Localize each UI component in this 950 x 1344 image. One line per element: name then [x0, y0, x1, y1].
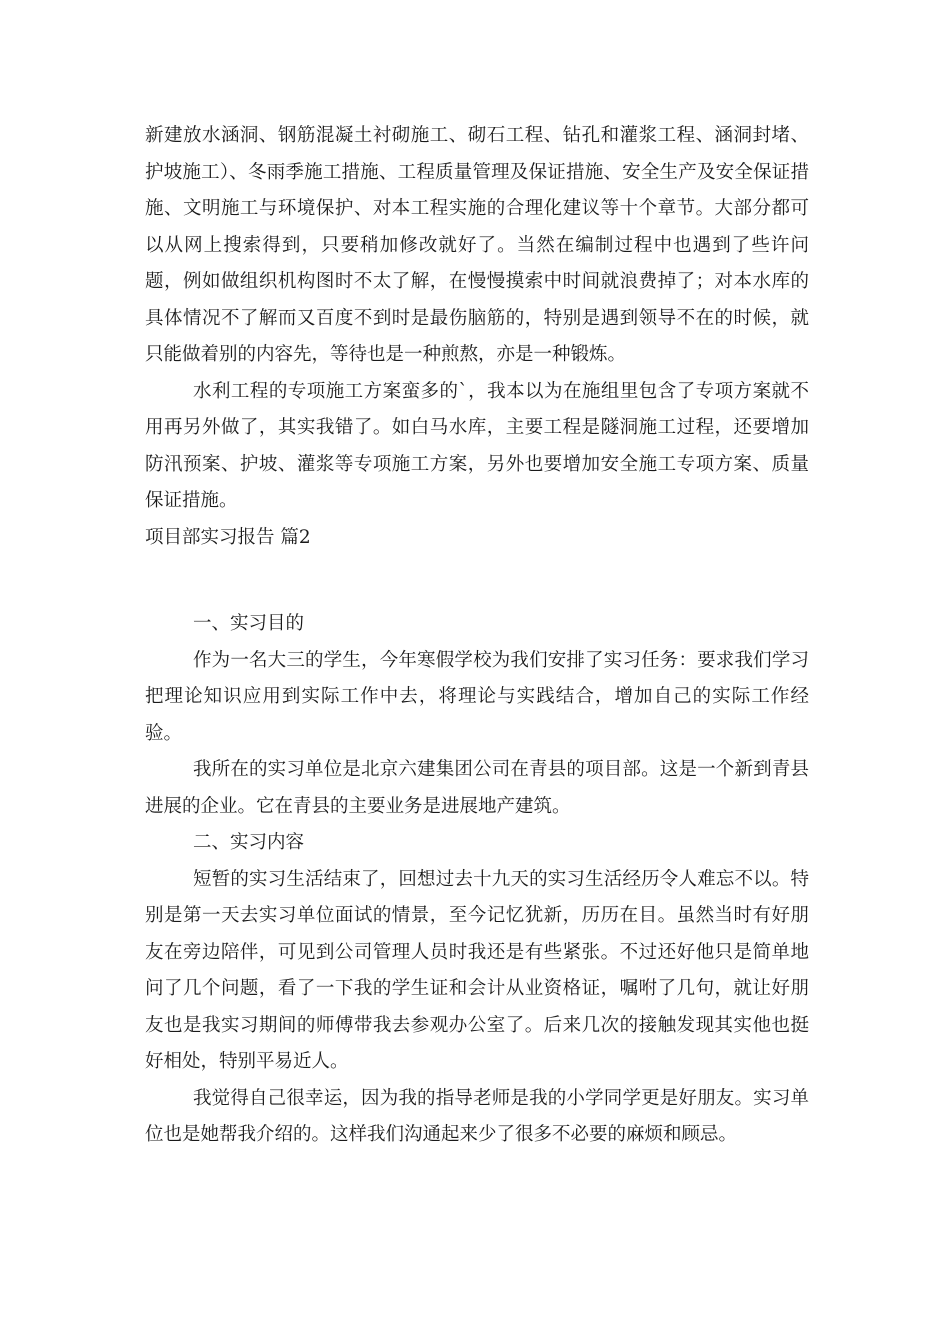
paragraph-internship-unit: 我所在的实习单位是北京六建集团公司在青县的项目部。这是一个新到青县进展的企业。它在青县的主要业务是进展地产建筑。 [145, 759, 809, 817]
paragraph-special-plans: 水利工程的专项施工方案蛮多的`，我本以为在施组里包含了专项方案就不用再另外做了，其实我错了。如白马水库，主要工程是隧洞施工过程，还要增加防汛预案、护坡、灌浆等专项施工方案，另外也要增加安全施工专项方案、质量保证措施。 [145, 380, 809, 511]
paragraph-construction-plan: 新建放水涵洞、钢筋混凝土衬砌施工、砌石工程、钻孔和灌浆工程、涵洞封堵、护坡施工）、冬雨季施工措施、工程质量管理及保证措施、安全生产及安全保证措施、文明施工与环境保护、对本工程实施的合理化建议等十个章节。大部分都可以从网上搜索得到，只要稍加修改就好了。当然在编制过程中也遇到了些许问题，例如做组织机构图时不太了解，在慢慢摸索中时间就浪费掉了；对本水库的具体情况不了解而又百度不到时是最伤脑筋的，特别是遇到领导不在的时候，就只能做着别的内容先，等待也是一种煎熬，亦是一种锻炼。 [145, 125, 809, 365]
section-spacer [145, 556, 809, 606]
paragraph-purpose: 作为一名大三的学生，今年寒假学校为我们安排了实习任务：要求我们学习把理论知识应用到实际工作中去，将理论与实践结合，增加自己的实际工作经验。 [145, 649, 809, 744]
heading-internship-purpose: 一、实习目的 [193, 613, 305, 634]
heading-internship-content: 二、实习内容 [193, 832, 305, 853]
paragraph-mentor: 我觉得自己很幸运，因为我的指导老师是我的小学同学更是好朋友。实习单位也是她帮我介绍的。这样我们沟通起来少了很多不必要的麻烦和顾忌。 [145, 1087, 809, 1145]
section-title: 项目部实习报告 篇2 [145, 526, 311, 548]
paragraph-experience: 短暂的实习生活结束了，回想过去十九天的实习生活经历令人难忘不以。特别是第一天去实习单位面试的情景，至今记忆犹新，历历在目。虽然当时有好朋友在旁边陪伴，可见到公司管理人员时我还是有些紧张。不过还好他只是简单地问了几个问题，看了一下我的学生证和会计从业资格证，嘱咐了几句，就让好朋友也是我实习期间的师傅带我去参观办公室了。后来几次的接触发现其实他也挺好相处，特别平易近人。 [145, 868, 809, 1072]
document-body [145, 118, 809, 1154]
